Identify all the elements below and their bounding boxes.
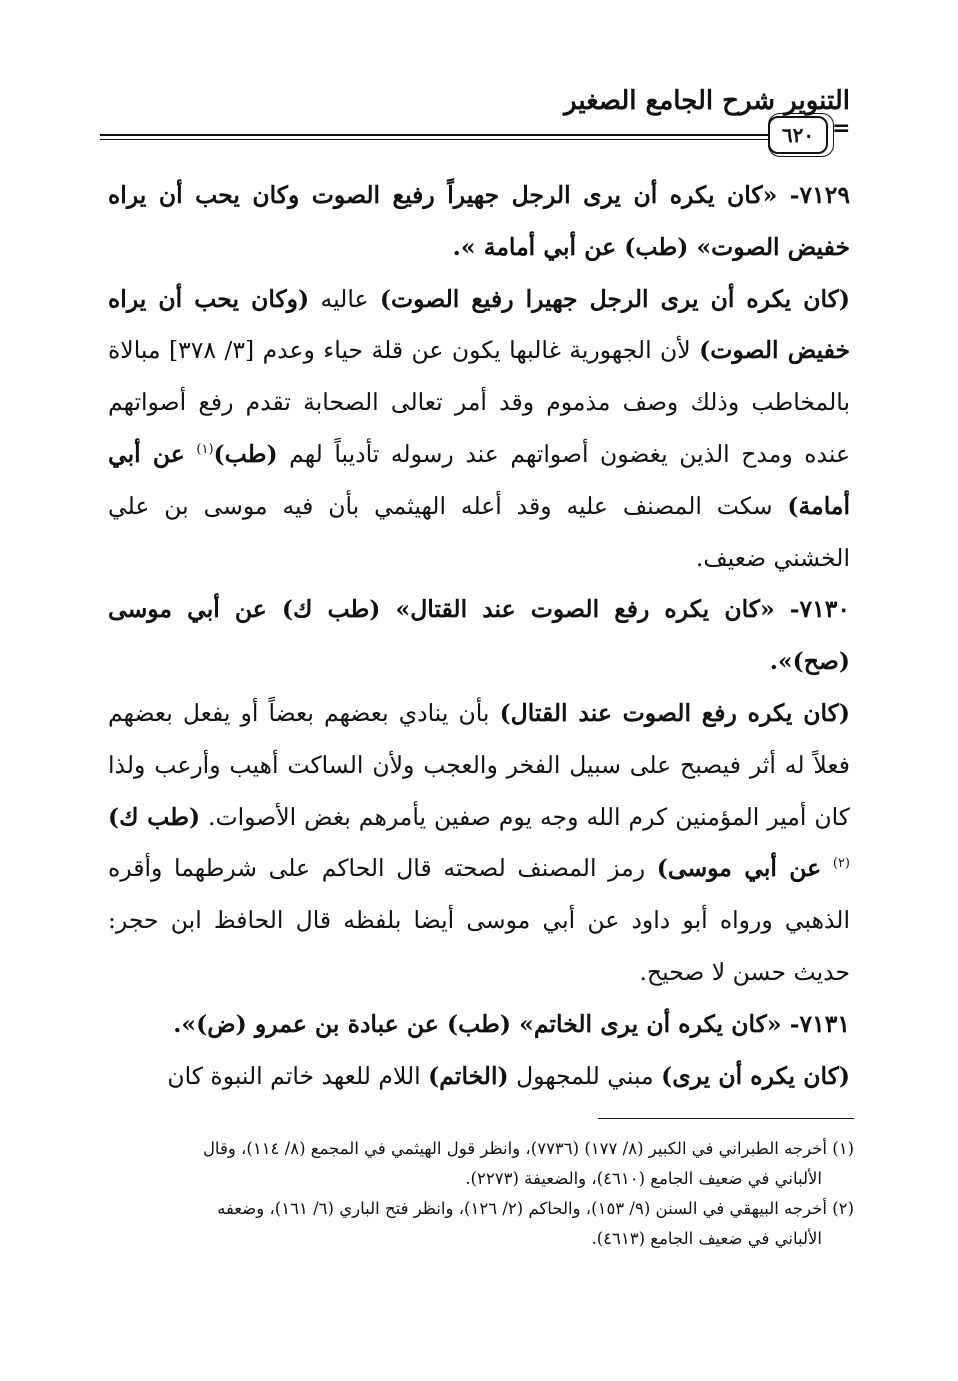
commentary-text: بأن ينادي بعضهم بعضاً أو يفعل بعضهم فعلاً له أثر فيصبح على سبيل الفخر والعجب ولأن الساكت أهيب وأرعب ولذا كان أمير المؤمنين كرم الله وجه يوم صفين يأمرهم بغض الأصوات. <box>108 698 850 831</box>
commentary-text: عاليه <box>309 284 380 313</box>
commentary-text: سكت المصنف عليه وقد أعله الهيثمي بأن فيه موسى بن علي الخشني ضعيف. <box>108 491 850 572</box>
footnote-2: (٢) أخرجه البيهقي في السنن (٩/ ١٥٣)، والحاكم (٢/ ١٢٦)، وانظر فتح الباري (٦/ ١٦١)، وضعفه <box>217 1199 854 1218</box>
hadith-text: «كان يكره أن يرى الرجل جهيراً رفيع الصوت وكان يحب أن يراه خفيض الصوت» (طب) عن أبي أمامة ». <box>108 181 850 261</box>
page-number-text: ٦٢٠ <box>781 123 815 147</box>
hadith-7129 <box>108 170 850 274</box>
footnote-2-cont: الألباني في ضعيف الجامع (٤٦١٣). <box>591 1229 822 1248</box>
narrator: عن أبي موسى) <box>656 854 822 883</box>
footnote-1-cont: الألباني في ضعيف الجامع (٤٦١٠)، والضعيفة (٢٢٧٣). <box>465 1169 822 1188</box>
hadith-7131 <box>108 999 850 1051</box>
quote: (كان يكره أن يرى) <box>661 1061 850 1090</box>
commentary-7129 <box>108 274 850 585</box>
space <box>821 854 833 882</box>
footnote-ref: (١) <box>196 442 214 458</box>
hadith-text: «كان يكره أن يرى الخاتم» (طب) عن عبادة بن عمرو (ض)». <box>173 1009 782 1038</box>
header-rule <box>100 134 785 136</box>
footnote-1: (١) أخرجه الطبراني في الكبير (٨/ ١٧٧) (٧٧٣٦)، وانظر قول الهيثمي في المجمع (٨/ ١١٤)، وقال <box>202 1139 854 1158</box>
narrator: عن أبي أمامة) <box>108 439 850 520</box>
quote: (الخاتم) <box>428 1061 509 1090</box>
commentary-text: لأن الجهورية غالبها يكون عن قلة حياء وعدم [٣/ ٣٧٨] مبالاة بالمخاطب وذلك وصف مذموم وقد أمر تعالى الصحابة تقدم رفع أصواتهم عنده ومدح الذين يغضون أصواتهم عند رسوله تأديباً لهم <box>108 336 851 468</box>
main-text <box>108 170 850 1102</box>
source-code: (طب ك) <box>108 802 201 831</box>
header-rule-thin <box>100 139 785 140</box>
hadith-number: ٧١٢٩- <box>777 181 850 209</box>
commentary-7131 <box>108 1051 850 1103</box>
page-number <box>768 116 828 154</box>
hadith-number: ٧١٣١- <box>781 1009 850 1038</box>
source-code: (طب) <box>213 439 278 468</box>
quote: (كان يكره رفع الصوت عند القتال) <box>499 698 850 727</box>
space <box>185 440 197 468</box>
hadith-text: «كان يكره رفع الصوت عند القتال» (طب ك) عن أبي موسى (صح)». <box>108 595 850 676</box>
commentary-text: رمز المصنف لصحته قال الحاكم على شرطهما وأقره الذهبي ورواه أبو داود عن أبي موسى أيضا بلفظه قال الحافظ ابن حجر: حديث حسن لا صحيح. <box>108 854 850 986</box>
commentary-text: مبني للمجهول <box>508 1061 662 1090</box>
footnotes <box>110 1134 854 1254</box>
footnote-ref: (٢) <box>832 856 850 872</box>
hadith-7130 <box>108 584 850 688</box>
book-title: التنوير شرح الجامع الصغير <box>564 86 850 116</box>
ornament-mark: = <box>832 116 851 141</box>
page-header <box>100 82 850 152</box>
quote: (وكان يحب أن يراه خفيض الصوت) <box>108 284 850 365</box>
quote: (كان يكره أن يرى الرجل جهيرا رفيع الصوت) <box>379 284 850 313</box>
footnote-separator <box>598 1118 854 1119</box>
hadith-number: ٧١٣٠- <box>774 595 851 624</box>
commentary-text: اللام للعهد خاتم النبوة كان <box>167 1061 429 1090</box>
commentary-7130 <box>108 688 850 999</box>
